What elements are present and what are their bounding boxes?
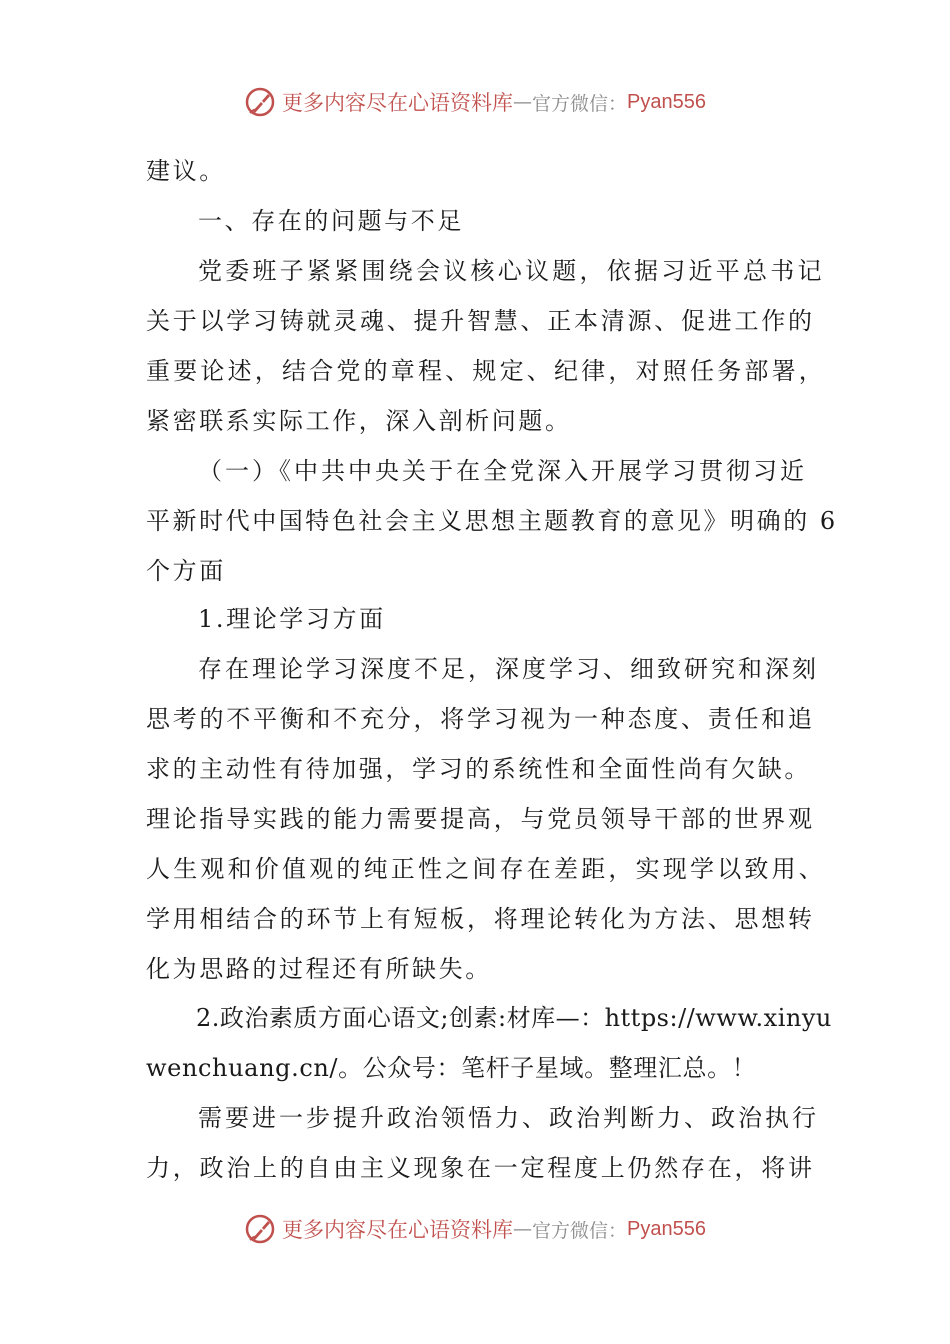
text-line: 紧密联系实际工作，深入剖析问题。: [146, 407, 572, 435]
text-line: 思考的不平衡和不充分，将学习视为一种态度、责任和追: [146, 705, 815, 733]
quill-pen-logo-icon: [244, 86, 276, 118]
banner-label: 官方微信：: [532, 1219, 628, 1242]
banner-separator: —: [513, 91, 532, 113]
text-line: 理论指导实践的能力需要提高，与党员领导干部的世界观: [146, 805, 815, 833]
text-line: 党委班子紧紧围绕会议核心议题，依据习近平总书记: [198, 257, 825, 285]
text-line: 化为思路的过程还有所缺失。: [146, 955, 492, 983]
text-line: 力，政治上的自由主义现象在一定程度上仍然存在，将讲: [146, 1154, 815, 1182]
banner-title: 更多内容尽在心语资料库: [282, 91, 513, 115]
text-line: wenchuang.cn/。公众号：笔杆子星域。整理汇总。！: [146, 1054, 757, 1082]
subsection-heading: 平新时代中国特色社会主义思想主题教育的意见》明确的 6: [146, 507, 838, 535]
text-line: 存在理论学习深度不足，深度学习、细致研究和深刻: [198, 655, 819, 683]
text-line: 学用相结合的环节上有短板，将理论转化为方法、思想转: [146, 905, 815, 933]
text-line: 关于以学习铸就灵魂、提升智慧、正本清源、促进工作的: [146, 307, 815, 335]
banner-label: 官方微信：: [532, 92, 628, 115]
text-line: 重要论述，结合党的章程、规定、纪律，对照任务部署，: [146, 357, 826, 385]
banner-wechat-id: Pyan556: [627, 90, 706, 113]
text-line: 建议。: [146, 157, 226, 185]
item-heading: 2.政治素质方面心语文;创素:材库—：https://www.xinyu: [196, 1004, 832, 1032]
text-line: 需要进一步提升政治领悟力、政治判断力、政治执行: [198, 1104, 819, 1132]
footer-banner: [0, 1209, 950, 1249]
header-banner: [0, 82, 950, 122]
item-heading: 1.理论学习方面: [198, 605, 386, 633]
text-line: 求的主动性有待加强，学习的系统性和全面性尚有欠缺。: [146, 755, 811, 783]
banner-separator: —: [513, 1218, 532, 1240]
banner-title: 更多内容尽在心语资料库: [282, 1218, 513, 1242]
section-heading: 一、存在的问题与不足: [198, 207, 464, 235]
quill-pen-logo-icon: [244, 1213, 276, 1245]
text-line: 人生观和价值观的纯正性之间存在差距，实现学以致用、: [146, 855, 826, 883]
banner-wechat-id: Pyan556: [627, 1217, 706, 1240]
subsection-heading: 个方面: [146, 557, 226, 585]
subsection-heading: （一）《中共中央关于在全党深入开展学习贯彻习近: [198, 457, 807, 485]
